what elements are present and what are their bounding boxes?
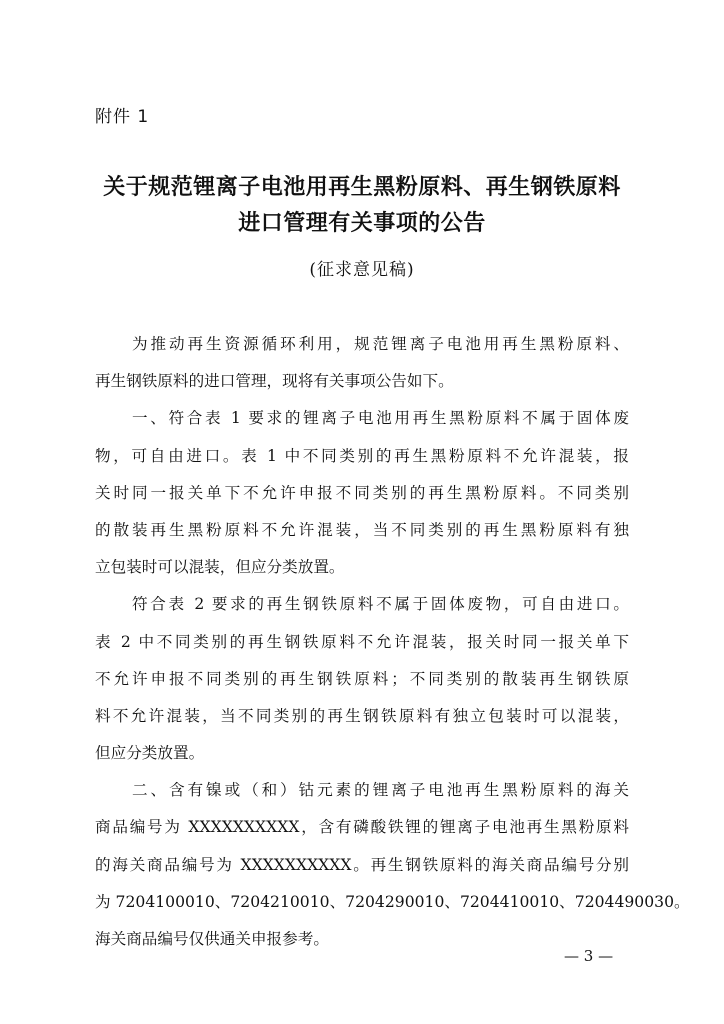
body-line: 海关商品编号仅供通关申报参考。	[95, 930, 329, 948]
body-line: 物，可自由进口。表 1 中不同类别的再生黑粉原料不允许混装，报	[95, 446, 629, 465]
body-line: 不允许申报不同类别的再生钢铁原料；不同类别的散装再生钢铁原	[95, 669, 629, 688]
body-line: 的海关商品编号为 XXXXXXXXXX。再生钢铁原料的海关商品编号分别	[95, 855, 629, 874]
body-line: 表 2 中不同类别的再生钢铁原料不允许混装，报关时同一报关单下	[95, 632, 629, 651]
draft-subtitle: (征求意见稿)	[309, 260, 415, 280]
body-line: 一、符合表 1 要求的锂离子电池用再生黑粉原料不属于固体废	[132, 409, 629, 428]
body-line: 的散装再生黑粉原料不允许混装，当不同类别的再生黑粉原料有独	[95, 520, 629, 539]
body-line: 料不允许混装，当不同类别的再生钢铁原料有独立包装时可以混装，	[95, 706, 629, 725]
body-line: 为 7204100010、7204210010、7204290010、7204410010、7204490030。	[95, 892, 690, 911]
body-line: 但应分类放置。	[95, 744, 205, 763]
body-line: 二、含有镍或（和）钴元素的锂离子电池再生黑粉原料的海关	[132, 781, 629, 800]
document-body	[95, 326, 690, 958]
document-title-line-1: 关于规范锂离子电池用再生黑粉原料、再生钢铁原料	[103, 175, 621, 200]
body-line: 为推动再生资源循环利用，规范锂离子电池用再生黑粉原料、	[132, 335, 629, 353]
document-title-line-2: 进口管理有关事项的公告	[238, 211, 486, 236]
body-line: 关时同一报关单下不允许申报不同类别的再生黑粉原料。不同类别	[95, 483, 629, 502]
body-line: 符合表 2 要求的再生钢铁原料不属于固体废物，可自由进口。	[132, 595, 629, 614]
body-line: 立包装时可以混装，但应分类放置。	[95, 558, 345, 577]
attachment-label: 附件 1	[95, 107, 150, 127]
body-line: 商品编号为 XXXXXXXXXX，含有磷酸铁锂的锂离子电池再生黑粉原料	[95, 818, 629, 837]
page-number: — 3 —	[564, 947, 614, 965]
body-line: 再生钢铁原料的进口管理，现将有关事项公告如下。	[95, 372, 454, 391]
